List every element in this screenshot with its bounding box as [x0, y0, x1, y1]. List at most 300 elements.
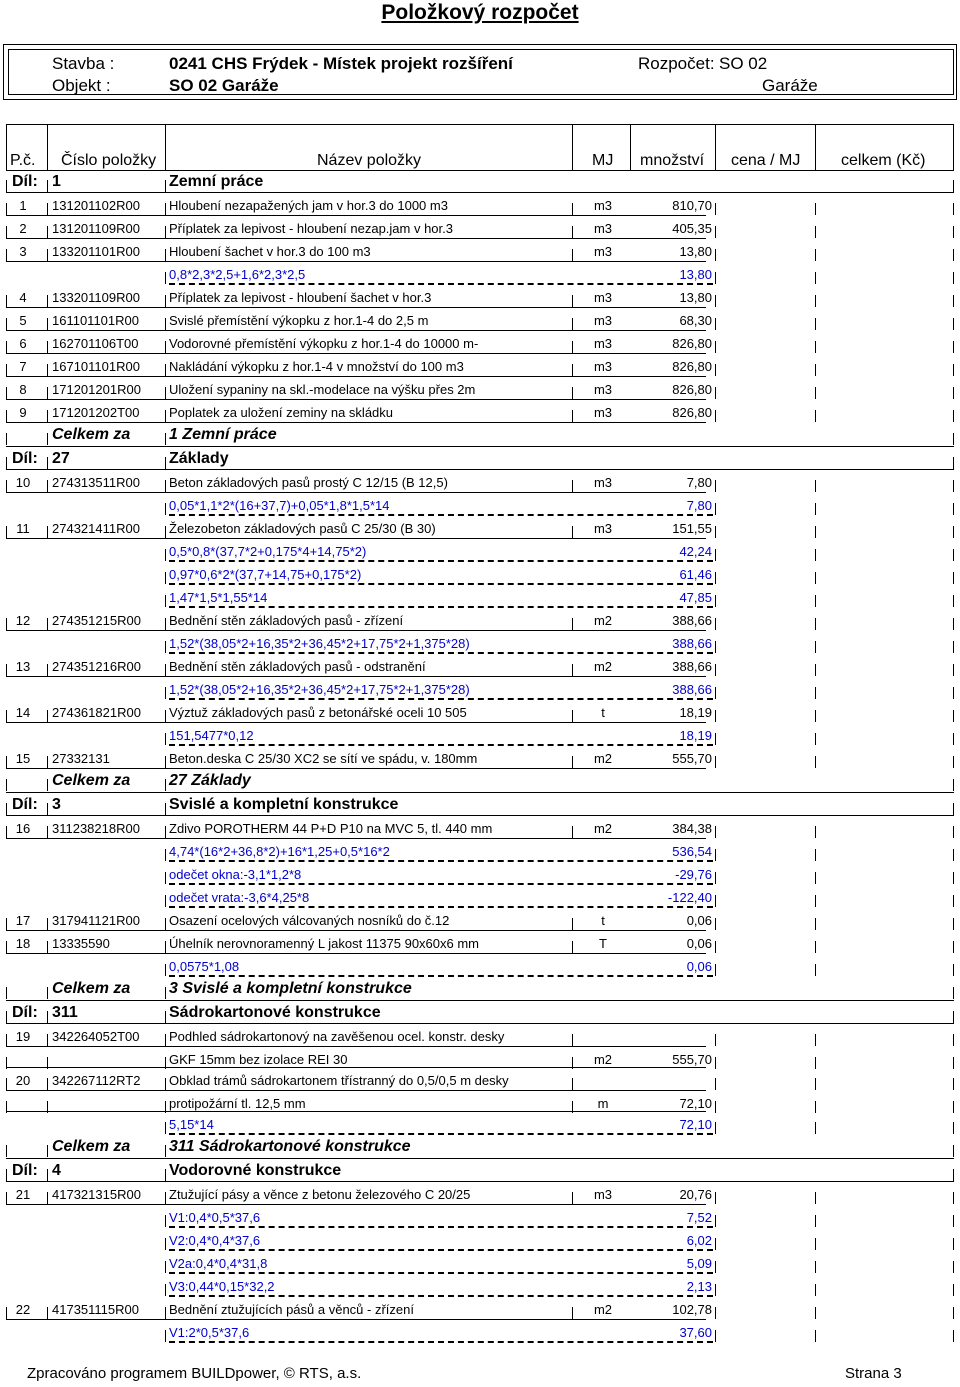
- item-quantity: 0,06: [686, 936, 712, 951]
- col-code: Číslo položky: [61, 152, 157, 169]
- row-tick: [572, 203, 573, 215]
- row-tick: [953, 733, 954, 745]
- item-number: 5: [19, 313, 27, 328]
- calc-result: 0,06: [686, 959, 712, 974]
- row-tick: [953, 433, 954, 445]
- row-tick: [47, 618, 48, 630]
- item-name: Úhelník nerovnoramenný L jakost 11375 90x60x6 mm: [169, 936, 480, 951]
- row-tick: [815, 1192, 816, 1204]
- row-tick: [47, 1034, 48, 1046]
- row-tick: [47, 410, 48, 422]
- calc-row: [0, 886, 960, 908]
- calc-result: 5,09: [686, 1256, 712, 1271]
- item-number: 7: [19, 359, 27, 374]
- item-number: 2: [19, 221, 27, 236]
- row-tick: [165, 687, 166, 699]
- section-total-row: [0, 1136, 960, 1159]
- row-tick: [715, 318, 716, 330]
- row-tick: [815, 226, 816, 238]
- calc-result: 72,10: [679, 1117, 712, 1132]
- row-tick: [165, 549, 166, 561]
- row-tick: [47, 1101, 48, 1113]
- row-rule: [6, 353, 706, 354]
- row-tick: [715, 1122, 716, 1134]
- row-tick: [953, 272, 954, 284]
- page-title: Položkový rozpočet: [381, 1, 579, 24]
- row-tick: [47, 480, 48, 492]
- row-tick: [572, 387, 573, 399]
- section-code: 311: [52, 1004, 78, 1021]
- section-name: Vodorovné konstrukce: [169, 1162, 342, 1179]
- row-tick: [165, 941, 166, 953]
- item-quantity: 0,06: [686, 913, 712, 928]
- row-tick: [165, 1011, 166, 1023]
- row-tick: [715, 1261, 716, 1273]
- row-tick: [572, 756, 573, 768]
- row-tick: [47, 803, 48, 815]
- item-name: Železobeton základových pasů C 25/30 (B 30): [169, 521, 436, 536]
- row-tick: [572, 941, 573, 953]
- row-tick: [715, 1034, 716, 1046]
- calc-formula: V1:0,4*0,5*37,6: [169, 1210, 261, 1225]
- item-quantity: 405,35: [672, 221, 712, 236]
- row-tick: [6, 664, 7, 676]
- item-unit: m3: [593, 359, 613, 374]
- row-tick: [6, 1011, 7, 1023]
- calc-formula: 0,05*1,1*2*(16+37,7)+0,05*1,8*1,5*14: [169, 498, 390, 513]
- row-tick: [953, 249, 954, 261]
- calc-formula: 0,97*0,6*2*(37,7+14,75+0,175*2): [169, 567, 362, 582]
- item-code: 274351215R00: [52, 613, 141, 628]
- row-tick: [165, 872, 166, 884]
- calc-rule: [169, 975, 713, 977]
- section-code: 1: [52, 173, 61, 190]
- row-tick: [715, 1192, 716, 1204]
- item-name: Hloubení nezapažených jam v hor.3 do 1000 m3: [169, 198, 448, 213]
- row-tick: [815, 1078, 816, 1090]
- table-row: [0, 517, 960, 539]
- row-tick: [953, 318, 954, 330]
- item-unit: m3: [593, 405, 613, 420]
- item-number: 10: [15, 475, 31, 490]
- row-tick: [815, 272, 816, 284]
- row-tick: [47, 826, 48, 838]
- rozpocet-name: Garáže: [762, 76, 818, 95]
- section-rule: [6, 446, 954, 447]
- calc-rule: [169, 652, 713, 654]
- calc-rule: [169, 860, 713, 862]
- item-quantity: 72,10: [679, 1096, 712, 1111]
- section-total-row: [0, 770, 960, 793]
- row-tick: [6, 226, 7, 238]
- row-tick: [953, 941, 954, 953]
- row-tick: [715, 1307, 716, 1319]
- item-code: 27332131: [52, 751, 110, 766]
- calc-rule: [169, 1226, 713, 1228]
- section-row: [0, 171, 960, 193]
- calc-formula: V3:0,44*0,15*32,2: [169, 1279, 275, 1294]
- row-tick: [815, 526, 816, 538]
- row-tick: [815, 733, 816, 745]
- section-rule: [6, 1000, 954, 1001]
- row-tick: [953, 872, 954, 884]
- row-tick: [953, 803, 954, 815]
- item-code: 417351115R00: [52, 1302, 139, 1317]
- calc-row: [0, 1113, 960, 1135]
- section-total-row: [0, 424, 960, 447]
- section-label: Díl:: [12, 796, 38, 813]
- item-name: Ztužující pásy a věnce z betonu železového C 20/25: [169, 1187, 471, 1202]
- row-tick: [6, 249, 7, 261]
- row-tick: [815, 1307, 816, 1319]
- calc-result: 536,54: [672, 844, 712, 859]
- row-tick: [715, 595, 716, 607]
- item-number: 20: [15, 1073, 31, 1088]
- row-tick: [715, 664, 716, 676]
- row-tick: [165, 803, 166, 815]
- row-rule: [6, 422, 706, 423]
- row-tick: [47, 1078, 48, 1090]
- row-tick: [572, 1307, 573, 1319]
- item-number: 4: [19, 290, 27, 305]
- row-tick: [815, 295, 816, 307]
- row-tick: [165, 457, 166, 469]
- item-unit: T: [599, 936, 607, 951]
- row-tick: [715, 641, 716, 653]
- item-quantity: 826,80: [672, 336, 712, 351]
- row-tick: [165, 387, 166, 399]
- calc-row: [0, 724, 960, 746]
- section-code: 3: [52, 796, 61, 813]
- row-tick: [815, 249, 816, 261]
- row-tick: [815, 341, 816, 353]
- item-unit: m2: [593, 821, 613, 836]
- item-name: Bednění stěn základových pasů - zřízení: [169, 613, 404, 628]
- row-tick: [165, 756, 166, 768]
- item-unit: m2: [593, 659, 613, 674]
- row-tick: [953, 664, 954, 676]
- item-unit: m3: [593, 382, 613, 397]
- row-tick: [47, 1011, 48, 1023]
- item-number: 1: [19, 198, 27, 213]
- row-tick: [572, 364, 573, 376]
- row-tick: [815, 918, 816, 930]
- calc-row: [0, 494, 960, 516]
- row-tick: [815, 1238, 816, 1250]
- row-tick: [6, 318, 7, 330]
- item-code: 133201109R00: [52, 290, 140, 305]
- row-tick: [165, 987, 166, 999]
- row-tick: [165, 826, 166, 838]
- row-tick: [815, 549, 816, 561]
- row-tick: [953, 687, 954, 699]
- calc-formula: 0,8*2,3*2,5+1,6*2,3*2,5: [169, 267, 306, 282]
- item-unit: t: [601, 705, 605, 720]
- row-tick: [572, 918, 573, 930]
- section-rule: [6, 1023, 954, 1024]
- row-tick: [572, 710, 573, 722]
- row-tick: [715, 341, 716, 353]
- calc-row: [0, 1252, 960, 1274]
- row-tick: [715, 503, 716, 515]
- row-tick: [953, 987, 954, 999]
- item-quantity: 68,30: [679, 313, 712, 328]
- item-number: 11: [16, 521, 30, 536]
- row-tick: [953, 387, 954, 399]
- table-row: [0, 817, 960, 839]
- item-name: Příplatek za lepivost - hloubení nezap.jam v hor.3: [169, 221, 453, 236]
- row-tick: [953, 895, 954, 907]
- section-label: Díl:: [12, 1162, 38, 1179]
- calc-row: [0, 955, 960, 977]
- section-total-name: 311 Sádrokartonové konstrukce: [169, 1138, 411, 1155]
- item-number: 3: [19, 244, 27, 259]
- row-tick: [47, 756, 48, 768]
- row-tick: [165, 1169, 166, 1181]
- row-rule: [6, 838, 706, 839]
- row-rule: [6, 215, 706, 216]
- row-tick: [47, 941, 48, 953]
- row-tick: [953, 756, 954, 768]
- item-quantity: 810,70: [672, 198, 712, 213]
- row-tick: [6, 779, 7, 791]
- row-tick: [6, 1101, 7, 1113]
- row-tick: [6, 387, 7, 399]
- row-tick: [165, 295, 166, 307]
- row-tick: [815, 203, 816, 215]
- row-tick: [715, 964, 716, 976]
- item-quantity: 826,80: [672, 359, 712, 374]
- calc-result: 2,13: [686, 1279, 712, 1294]
- row-tick: [6, 526, 7, 538]
- item-unit: m3: [593, 1187, 613, 1202]
- row-rule: [6, 1090, 706, 1091]
- item-name: Nakládání výkopku z hor.1-4 v množství do 100 m3: [169, 359, 464, 374]
- item-quantity: 151,55: [672, 521, 712, 536]
- row-rule: [6, 238, 706, 239]
- row-tick: [165, 733, 166, 745]
- row-tick: [47, 387, 48, 399]
- row-tick: [715, 526, 716, 538]
- row-tick: [47, 318, 48, 330]
- row-tick: [815, 872, 816, 884]
- row-tick: [6, 618, 7, 630]
- item-quantity: 388,66: [672, 613, 712, 628]
- row-tick: [165, 410, 166, 422]
- row-tick: [953, 341, 954, 353]
- row-tick: [715, 572, 716, 584]
- item-unit: m3: [593, 290, 613, 305]
- row-tick: [165, 664, 166, 676]
- row-rule: [6, 630, 706, 631]
- row-tick: [6, 710, 7, 722]
- row-tick: [165, 341, 166, 353]
- row-tick: [815, 480, 816, 492]
- section-total-label: Celkem za: [52, 772, 131, 789]
- stavba-label: Stavba :: [52, 54, 115, 73]
- row-tick: [715, 364, 716, 376]
- row-tick: [953, 526, 954, 538]
- item-code: 131201102R00: [52, 198, 140, 213]
- calc-formula: odečet okna:-3,1*1,2*8: [169, 867, 302, 882]
- item-code: 171201201R00: [52, 382, 141, 397]
- item-code: 133201101R00: [52, 244, 140, 259]
- item-unit: m3: [593, 313, 613, 328]
- row-tick: [6, 918, 7, 930]
- table-row: [0, 240, 960, 262]
- item-quantity: 826,80: [672, 405, 712, 420]
- calc-rule: [169, 606, 713, 608]
- vline-name: [572, 124, 573, 170]
- calc-row: [0, 678, 960, 700]
- item-name: Vodorovné přemístění výkopku z hor.1-4 do 10000 m-: [169, 336, 479, 351]
- row-tick: [815, 318, 816, 330]
- row-tick: [47, 180, 48, 192]
- row-tick: [953, 226, 954, 238]
- item-code: 13335590: [52, 936, 110, 951]
- row-tick: [815, 1122, 816, 1134]
- calc-formula: 0,5*0,8*(37,7*2+0,175*4+14,75*2): [169, 544, 367, 559]
- row-tick: [715, 687, 716, 699]
- footer-left: Zpracováno programem BUILDpower, © RTS, a.s.: [27, 1365, 362, 1382]
- row-tick: [953, 1215, 954, 1227]
- calc-row: [0, 863, 960, 885]
- item-code: 342264052T00: [52, 1029, 140, 1044]
- row-rule: [6, 492, 706, 493]
- section-rule: [6, 792, 954, 793]
- row-rule: [6, 538, 706, 539]
- row-tick: [165, 1192, 166, 1204]
- item-number: 12: [15, 613, 31, 628]
- item-name: Obklad trámů sádrokartonem třístranný do 0,5/0,5 m desky: [169, 1073, 509, 1088]
- section-total-row: [0, 978, 960, 1001]
- item-number: 22: [15, 1302, 31, 1317]
- row-tick: [715, 249, 716, 261]
- row-tick: [47, 1169, 48, 1181]
- row-tick: [6, 1307, 7, 1319]
- item-unit: t: [601, 913, 605, 928]
- vline-right: [953, 124, 954, 170]
- item-quantity: 102,78: [672, 1302, 712, 1317]
- section-row: [0, 448, 960, 470]
- footer-right: Strana 3: [845, 1365, 902, 1382]
- calc-row: [0, 540, 960, 562]
- row-tick: [953, 826, 954, 838]
- row-tick: [165, 1078, 166, 1090]
- row-tick: [165, 1101, 166, 1113]
- row-tick: [953, 1057, 954, 1069]
- item-quantity: 13,80: [679, 290, 712, 305]
- row-tick: [953, 779, 954, 791]
- calc-rule: [169, 1133, 713, 1135]
- row-tick: [953, 203, 954, 215]
- row-rule: [6, 399, 706, 400]
- row-tick: [165, 226, 166, 238]
- row-tick: [715, 826, 716, 838]
- section-total-name: 1 Zemní práce: [169, 426, 277, 443]
- row-tick: [953, 572, 954, 584]
- vline-pc: [47, 124, 48, 170]
- section-rule: [6, 192, 954, 193]
- row-tick: [47, 203, 48, 215]
- row-tick: [815, 387, 816, 399]
- item-quantity: 555,70: [672, 1052, 712, 1067]
- row-tick: [6, 341, 7, 353]
- table-row: [0, 1069, 960, 1091]
- section-row: [0, 794, 960, 816]
- table-row: [0, 932, 960, 954]
- row-tick: [953, 1034, 954, 1046]
- calc-rule: [169, 583, 713, 585]
- calc-row: [0, 1321, 960, 1343]
- row-tick: [953, 849, 954, 861]
- item-number: 14: [15, 705, 31, 720]
- vline-left: [6, 124, 7, 170]
- calc-result: 388,66: [672, 682, 712, 697]
- row-tick: [953, 1261, 954, 1273]
- row-rule: [6, 1046, 706, 1047]
- row-tick: [165, 964, 166, 976]
- row-tick: [815, 941, 816, 953]
- item-unit: m3: [593, 244, 613, 259]
- item-number: 15: [15, 751, 31, 766]
- row-tick: [953, 1307, 954, 1319]
- row-tick: [572, 410, 573, 422]
- calc-row: [0, 563, 960, 585]
- row-tick: [572, 1057, 573, 1069]
- row-tick: [953, 1238, 954, 1250]
- row-tick: [815, 1284, 816, 1296]
- row-tick: [165, 526, 166, 538]
- row-tick: [815, 572, 816, 584]
- table-top-line: [6, 124, 954, 125]
- table-row: [0, 217, 960, 239]
- row-tick: [815, 364, 816, 376]
- row-tick: [953, 1078, 954, 1090]
- table-row: [0, 701, 960, 723]
- row-tick: [165, 1284, 166, 1296]
- row-tick: [47, 526, 48, 538]
- table-row: [0, 286, 960, 308]
- section-total-name: 3 Svislé a kompletní konstrukce: [169, 980, 412, 997]
- row-tick: [815, 756, 816, 768]
- row-tick: [165, 203, 166, 215]
- calc-rule: [169, 560, 713, 562]
- row-tick: [815, 1330, 816, 1342]
- item-code: 161101101R00: [52, 313, 139, 328]
- table-row: [0, 1025, 960, 1047]
- row-tick: [6, 1078, 7, 1090]
- row-tick: [165, 1238, 166, 1250]
- item-code: 171201202T00: [52, 405, 140, 420]
- item-name: Výztuž základových pasů z betonářské oceli 10 505: [169, 705, 467, 720]
- item-code: 274361821R00: [52, 705, 141, 720]
- calc-rule: [169, 1341, 713, 1343]
- row-tick: [6, 433, 7, 445]
- section-rule: [6, 815, 954, 816]
- calc-rule: [169, 883, 713, 885]
- row-tick: [953, 549, 954, 561]
- item-name: Podhled sádrokartonový na zavěšenou ocel. konstr. desky: [169, 1029, 505, 1044]
- item-code: 167101101R00: [52, 359, 140, 374]
- item-name: Zdivo POROTHERM 44 P+D P10 na MVC 5, tl. 440 mm: [169, 821, 493, 836]
- calc-rule: [169, 1272, 713, 1274]
- row-tick: [815, 1034, 816, 1046]
- table-row: [0, 355, 960, 377]
- col-price: cena / MJ: [731, 152, 801, 169]
- calc-result: 7,52: [686, 1210, 712, 1225]
- item-name: Svislé přemístění výkopku z hor.1-4 do 2,5 m: [169, 313, 429, 328]
